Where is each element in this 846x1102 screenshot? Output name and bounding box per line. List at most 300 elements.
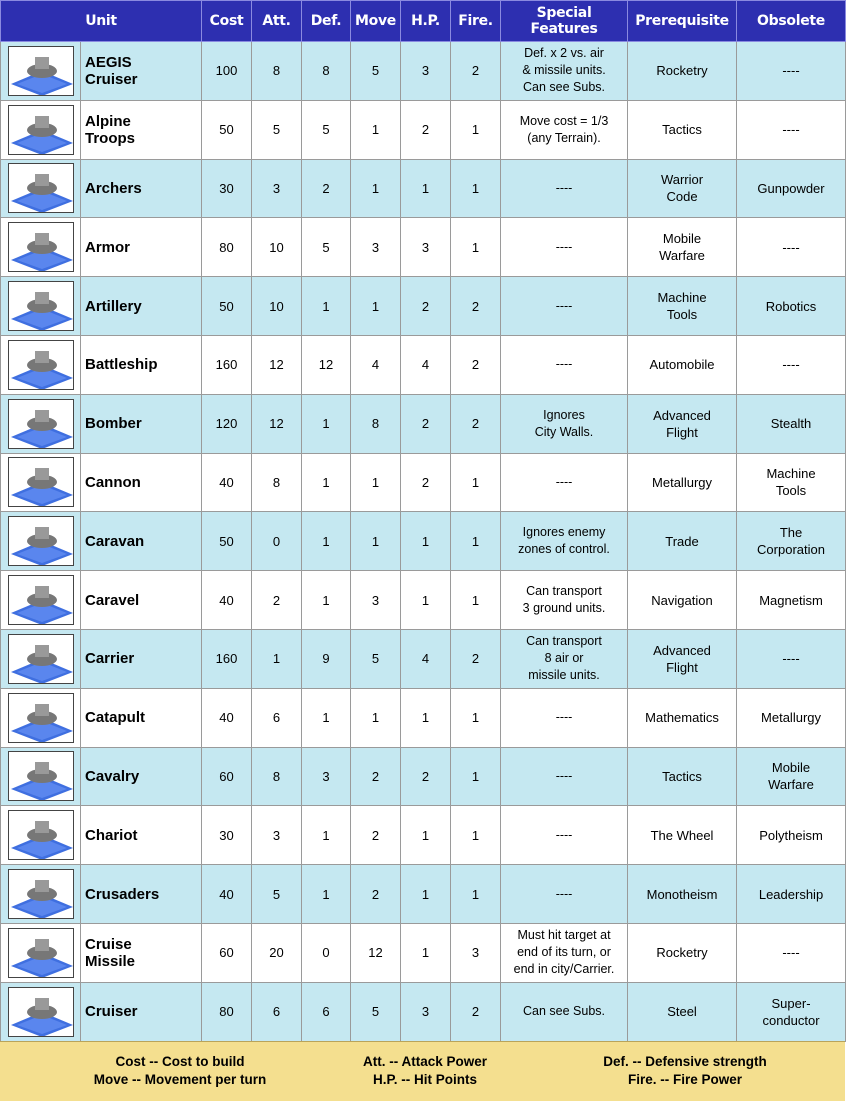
- unit-obsolete: [737, 159, 846, 218]
- legend-attack: Att. -- Attack Power: [362, 1054, 487, 1069]
- caravan-icon: [8, 516, 74, 566]
- unit-prerequisite: [628, 335, 737, 394]
- header-defense: Def.: [302, 1, 351, 42]
- unit-move: 4: [351, 335, 401, 394]
- prereq-line: Warrior: [660, 172, 704, 188]
- unit-name: [81, 394, 202, 453]
- name-line: Armor: [85, 238, 131, 256]
- unit-hit-points: 3: [401, 42, 451, 101]
- features-line: 8 air or: [544, 651, 584, 666]
- unit-name: [81, 42, 202, 101]
- obsolete-line: Metallurgy: [761, 710, 821, 726]
- features-line: Can see Subs.: [523, 1004, 606, 1019]
- table-row: [1, 806, 846, 865]
- table-row: [1, 512, 846, 571]
- unit-obsolete: [737, 747, 846, 806]
- unit-name: [81, 806, 202, 865]
- header-fire-power: Fire.: [451, 1, 501, 42]
- features-line: Can see Subs.: [523, 80, 606, 95]
- crusaders-icon: [8, 869, 74, 919]
- name-line: Artillery: [85, 297, 142, 315]
- bomber-icon: [8, 399, 74, 449]
- unit-hit-points: 2: [401, 100, 451, 159]
- table-row: [1, 159, 846, 218]
- unit-name: [81, 277, 202, 336]
- table-row: [1, 218, 846, 277]
- unit-prerequisite: [628, 277, 737, 336]
- unit-cost: 40: [202, 688, 252, 747]
- aegis-cruiser-icon: [8, 46, 74, 96]
- legend-defense: Def. -- Defensive strength: [603, 1054, 767, 1069]
- unit-picture-cell: [1, 865, 81, 924]
- unit-special-features: [501, 453, 628, 512]
- unit-prerequisite: [628, 923, 737, 982]
- unit-defense: 1: [302, 453, 351, 512]
- unit-hit-points: 2: [401, 394, 451, 453]
- table-row: [1, 688, 846, 747]
- unit-prerequisite: [628, 394, 737, 453]
- features-line: ----: [555, 298, 573, 313]
- unit-move: 3: [351, 571, 401, 630]
- features-line: Must hit target at: [517, 928, 611, 943]
- features-line: & missile units.: [522, 63, 606, 78]
- name-line: Carrier: [85, 650, 135, 668]
- unit-picture-cell: [1, 218, 81, 277]
- prereq-line: The Wheel: [650, 827, 714, 843]
- unit-prerequisite: [628, 571, 737, 630]
- unit-special-features: [501, 277, 628, 336]
- catapult-icon: [8, 693, 74, 743]
- legend-col-2: [315, 1053, 535, 1089]
- obsolete-line: ----: [782, 122, 800, 138]
- unit-attack: 10: [252, 277, 302, 336]
- unit-defense: 8: [302, 42, 351, 101]
- archers-icon: [8, 163, 74, 213]
- prereq-line: Monotheism: [646, 886, 718, 902]
- unit-obsolete: [737, 218, 846, 277]
- unit-attack: 6: [252, 688, 302, 747]
- unit-cost: 80: [202, 218, 252, 277]
- unit-hit-points: 1: [401, 923, 451, 982]
- unit-move: 1: [351, 159, 401, 218]
- obsolete-line: Leadership: [758, 886, 824, 902]
- unit-defense: 1: [302, 865, 351, 924]
- unit-picture-cell: [1, 806, 81, 865]
- table-row: [1, 42, 846, 101]
- unit-special-features: [501, 923, 628, 982]
- unit-obsolete: [737, 571, 846, 630]
- unit-defense: 1: [302, 688, 351, 747]
- unit-cost: 60: [202, 923, 252, 982]
- name-line: Archers: [85, 179, 142, 197]
- chariot-icon: [8, 810, 74, 860]
- unit-attack: 20: [252, 923, 302, 982]
- unit-obsolete: [737, 453, 846, 512]
- unit-obsolete: [737, 512, 846, 571]
- name-line: Cannon: [85, 473, 141, 491]
- unit-defense: 1: [302, 512, 351, 571]
- obsolete-line: ----: [782, 357, 800, 373]
- unit-defense: 1: [302, 571, 351, 630]
- prereq-line: Flight: [666, 659, 698, 675]
- units-body: [1, 42, 846, 1042]
- features-line: (any Terrain).: [527, 130, 601, 145]
- unit-move: 5: [351, 42, 401, 101]
- prereq-line: Mathematics: [645, 710, 719, 726]
- prereq-line: Tactics: [662, 122, 702, 138]
- unit-prerequisite: [628, 159, 737, 218]
- unit-obsolete: [737, 806, 846, 865]
- header-special-features: Special Features: [501, 1, 628, 42]
- carrier-icon: [8, 634, 74, 684]
- name-line: Cruise: [85, 935, 132, 953]
- unit-special-features: [501, 42, 628, 101]
- prereq-line: Code: [666, 189, 698, 205]
- obsolete-line: Corporation: [757, 542, 825, 558]
- unit-obsolete: [737, 335, 846, 394]
- unit-special-features: [501, 629, 628, 688]
- unit-special-features: [501, 747, 628, 806]
- table-row: [1, 394, 846, 453]
- unit-cost: 60: [202, 747, 252, 806]
- unit-cost: 40: [202, 571, 252, 630]
- unit-fire-power: 1: [451, 747, 501, 806]
- unit-attack: 0: [252, 512, 302, 571]
- unit-prerequisite: [628, 747, 737, 806]
- unit-fire-power: 3: [451, 923, 501, 982]
- table-row: [1, 629, 846, 688]
- features-line: ----: [555, 239, 573, 254]
- unit-name: [81, 865, 202, 924]
- prereq-line: Steel: [667, 1004, 697, 1020]
- obsolete-line: Magnetism: [759, 592, 823, 608]
- prereq-line: Tools: [666, 307, 698, 323]
- obsolete-line: Warfare: [768, 777, 814, 793]
- obsolete-line: Polytheism: [759, 827, 823, 843]
- header-attack: Att.: [252, 1, 302, 42]
- unit-picture-cell: [1, 159, 81, 218]
- unit-name: [81, 688, 202, 747]
- unit-name: [81, 747, 202, 806]
- name-line: Alpine: [85, 112, 131, 130]
- unit-special-features: [501, 159, 628, 218]
- battleship-icon: [8, 340, 74, 390]
- unit-attack: 8: [252, 453, 302, 512]
- features-line: Ignores: [543, 407, 585, 422]
- unit-special-features: [501, 512, 628, 571]
- unit-cost: 160: [202, 629, 252, 688]
- name-line: Caravan: [85, 532, 145, 550]
- unit-attack: 3: [252, 806, 302, 865]
- unit-prerequisite: [628, 100, 737, 159]
- features-line: Def. x 2 vs. air: [524, 46, 604, 61]
- features-line: ----: [555, 180, 573, 195]
- legend-fire-power: Fire. -- Fire Power: [627, 1072, 743, 1087]
- unit-move: 1: [351, 512, 401, 571]
- unit-hit-points: 3: [401, 218, 451, 277]
- unit-cost: 100: [202, 42, 252, 101]
- unit-name: [81, 100, 202, 159]
- unit-fire-power: 1: [451, 865, 501, 924]
- prereq-line: Flight: [666, 424, 698, 440]
- unit-name: [81, 218, 202, 277]
- unit-special-features: [501, 688, 628, 747]
- prereq-line: Navigation: [651, 592, 713, 608]
- name-line: Cavalry: [85, 767, 140, 785]
- unit-obsolete: [737, 865, 846, 924]
- prereq-line: Warfare: [659, 248, 705, 264]
- alpine-troops-icon: [8, 105, 74, 155]
- unit-fire-power: 1: [451, 159, 501, 218]
- features-line: ----: [555, 768, 573, 783]
- unit-fire-power: 2: [451, 335, 501, 394]
- artillery-icon: [8, 281, 74, 331]
- unit-picture-cell: [1, 335, 81, 394]
- unit-picture-cell: [1, 453, 81, 512]
- unit-picture-cell: [1, 42, 81, 101]
- unit-cost: 120: [202, 394, 252, 453]
- unit-fire-power: 2: [451, 277, 501, 336]
- legend-col-3: [565, 1053, 805, 1089]
- unit-hit-points: 1: [401, 865, 451, 924]
- table-row: [1, 277, 846, 336]
- features-line: Ignores enemy: [522, 525, 606, 540]
- features-line: Can transport: [526, 634, 602, 649]
- name-line: Troops: [85, 129, 136, 147]
- unit-move: 1: [351, 688, 401, 747]
- name-line: Missile: [85, 952, 136, 970]
- obsolete-line: ----: [782, 239, 800, 255]
- unit-fire-power: 1: [451, 806, 501, 865]
- unit-defense: 5: [302, 218, 351, 277]
- unit-special-features: [501, 218, 628, 277]
- header-obsolete: Obsolete: [737, 1, 846, 42]
- unit-picture-cell: [1, 688, 81, 747]
- unit-move: 3: [351, 218, 401, 277]
- features-line: end of its turn, or: [517, 945, 611, 960]
- obsolete-line: ----: [782, 651, 800, 667]
- unit-cost: 50: [202, 100, 252, 159]
- features-line: Can transport: [526, 584, 602, 599]
- obsolete-line: Machine: [766, 466, 816, 482]
- unit-special-features: [501, 865, 628, 924]
- obsolete-line: Super-: [771, 995, 811, 1011]
- unit-defense: 6: [302, 982, 351, 1041]
- unit-prerequisite: [628, 42, 737, 101]
- unit-attack: 6: [252, 982, 302, 1041]
- unit-hit-points: 1: [401, 806, 451, 865]
- unit-move: 5: [351, 982, 401, 1041]
- name-line: Crusaders: [85, 885, 160, 903]
- unit-fire-power: 1: [451, 100, 501, 159]
- unit-special-features: [501, 394, 628, 453]
- cavalry-icon: [8, 751, 74, 801]
- unit-hit-points: 2: [401, 747, 451, 806]
- unit-cost: 160: [202, 335, 252, 394]
- name-line: Cruiser: [85, 70, 138, 88]
- unit-cost: 40: [202, 453, 252, 512]
- obsolete-line: Stealth: [770, 416, 812, 432]
- unit-name: [81, 335, 202, 394]
- unit-obsolete: [737, 982, 846, 1041]
- unit-prerequisite: [628, 865, 737, 924]
- unit-fire-power: 2: [451, 42, 501, 101]
- unit-obsolete: [737, 923, 846, 982]
- unit-prerequisite: [628, 806, 737, 865]
- unit-defense: 0: [302, 923, 351, 982]
- name-line: Battleship: [85, 356, 158, 374]
- unit-attack: 8: [252, 42, 302, 101]
- unit-attack: 3: [252, 159, 302, 218]
- unit-obsolete: [737, 394, 846, 453]
- unit-obsolete: [737, 629, 846, 688]
- prereq-line: Tactics: [662, 768, 702, 784]
- name-line: AEGIS: [85, 53, 132, 71]
- unit-move: 1: [351, 453, 401, 512]
- features-line: ----: [555, 474, 573, 489]
- features-line: zones of control.: [518, 542, 610, 557]
- unit-move: 12: [351, 923, 401, 982]
- unit-defense: 12: [302, 335, 351, 394]
- table-row: [1, 100, 846, 159]
- unit-picture-cell: [1, 629, 81, 688]
- unit-move: 2: [351, 865, 401, 924]
- unit-move: 2: [351, 806, 401, 865]
- obsolete-line: The: [779, 525, 803, 541]
- table-row: [1, 865, 846, 924]
- name-line: Catapult: [85, 709, 145, 727]
- unit-name: [81, 982, 202, 1041]
- unit-fire-power: 1: [451, 571, 501, 630]
- table-row: [1, 923, 846, 982]
- unit-move: 1: [351, 277, 401, 336]
- features-line: Move cost = 1/3: [519, 113, 609, 128]
- features-line: ----: [555, 886, 573, 901]
- legend: [0, 1041, 845, 1101]
- name-line: Bomber: [85, 415, 142, 433]
- header-hit-points: H.P.: [401, 1, 451, 42]
- unit-cost: 50: [202, 277, 252, 336]
- features-line: ----: [555, 827, 573, 842]
- obsolete-line: Gunpowder: [757, 180, 825, 196]
- unit-hit-points: 1: [401, 688, 451, 747]
- unit-defense: 5: [302, 100, 351, 159]
- unit-hit-points: 2: [401, 277, 451, 336]
- unit-special-features: [501, 100, 628, 159]
- table-row: [1, 453, 846, 512]
- caravel-icon: [8, 575, 74, 625]
- unit-move: 8: [351, 394, 401, 453]
- unit-picture-cell: [1, 747, 81, 806]
- unit-name: [81, 159, 202, 218]
- unit-attack: 1: [252, 629, 302, 688]
- unit-defense: 1: [302, 277, 351, 336]
- header-cost: Cost: [202, 1, 252, 42]
- features-line: missile units.: [528, 668, 600, 683]
- header-row: [1, 1, 846, 42]
- unit-defense: 3: [302, 747, 351, 806]
- legend-hit-points: H.P. -- Hit Points: [372, 1072, 477, 1087]
- prereq-line: Metallurgy: [652, 474, 712, 490]
- armor-icon: [8, 222, 74, 272]
- unit-attack: 2: [252, 571, 302, 630]
- unit-fire-power: 1: [451, 218, 501, 277]
- obsolete-line: conductor: [762, 1012, 820, 1028]
- cruiser-icon: [8, 987, 74, 1037]
- prereq-line: Advanced: [653, 642, 711, 658]
- unit-picture-cell: [1, 982, 81, 1041]
- features-line: 3 ground units.: [522, 601, 606, 616]
- features-line: City Walls.: [534, 424, 594, 439]
- unit-special-features: [501, 806, 628, 865]
- unit-hit-points: 1: [401, 571, 451, 630]
- unit-hit-points: 3: [401, 982, 451, 1041]
- unit-special-features: [501, 982, 628, 1041]
- unit-move: 5: [351, 629, 401, 688]
- prereq-line: Mobile: [662, 231, 702, 247]
- legend-cost: Cost -- Cost to build: [115, 1054, 245, 1069]
- prereq-line: Trade: [665, 533, 699, 549]
- name-line: Cruiser: [85, 1003, 138, 1021]
- unit-move: 2: [351, 747, 401, 806]
- unit-move: 1: [351, 100, 401, 159]
- obsolete-line: Tools: [775, 483, 807, 499]
- unit-cost: 80: [202, 982, 252, 1041]
- features-line: ----: [555, 357, 573, 372]
- unit-attack: 10: [252, 218, 302, 277]
- unit-picture-cell: [1, 512, 81, 571]
- features-line: ----: [555, 710, 573, 725]
- unit-attack: 8: [252, 747, 302, 806]
- unit-defense: 1: [302, 806, 351, 865]
- name-line: Chariot: [85, 826, 138, 844]
- unit-attack: 5: [252, 100, 302, 159]
- unit-hit-points: 4: [401, 335, 451, 394]
- prereq-line: Automobile: [649, 357, 715, 373]
- header-prerequisite: Prerequisite: [628, 1, 737, 42]
- header-move: Move: [351, 1, 401, 42]
- unit-name: [81, 512, 202, 571]
- table-row: [1, 982, 846, 1041]
- table-row: [1, 571, 846, 630]
- table-row: [1, 335, 846, 394]
- prereq-line: Rocketry: [656, 63, 708, 79]
- cruise-missile-icon: [8, 928, 74, 978]
- name-line: Caravel: [85, 591, 140, 609]
- unit-name: [81, 453, 202, 512]
- unit-hit-points: 2: [401, 453, 451, 512]
- unit-prerequisite: [628, 512, 737, 571]
- unit-picture-cell: [1, 100, 81, 159]
- unit-picture-cell: [1, 923, 81, 982]
- obsolete-line: ----: [782, 63, 800, 79]
- unit-defense: 2: [302, 159, 351, 218]
- cannon-icon: [8, 457, 74, 507]
- unit-picture-cell: [1, 394, 81, 453]
- unit-prerequisite: [628, 218, 737, 277]
- unit-hit-points: 1: [401, 159, 451, 218]
- unit-defense: 9: [302, 629, 351, 688]
- unit-hit-points: 4: [401, 629, 451, 688]
- unit-fire-power: 2: [451, 394, 501, 453]
- unit-defense: 1: [302, 394, 351, 453]
- unit-name: [81, 923, 202, 982]
- unit-picture-cell: [1, 277, 81, 336]
- unit-prerequisite: [628, 982, 737, 1041]
- unit-cost: 30: [202, 806, 252, 865]
- unit-obsolete: [737, 42, 846, 101]
- header-unit: Unit: [1, 1, 202, 42]
